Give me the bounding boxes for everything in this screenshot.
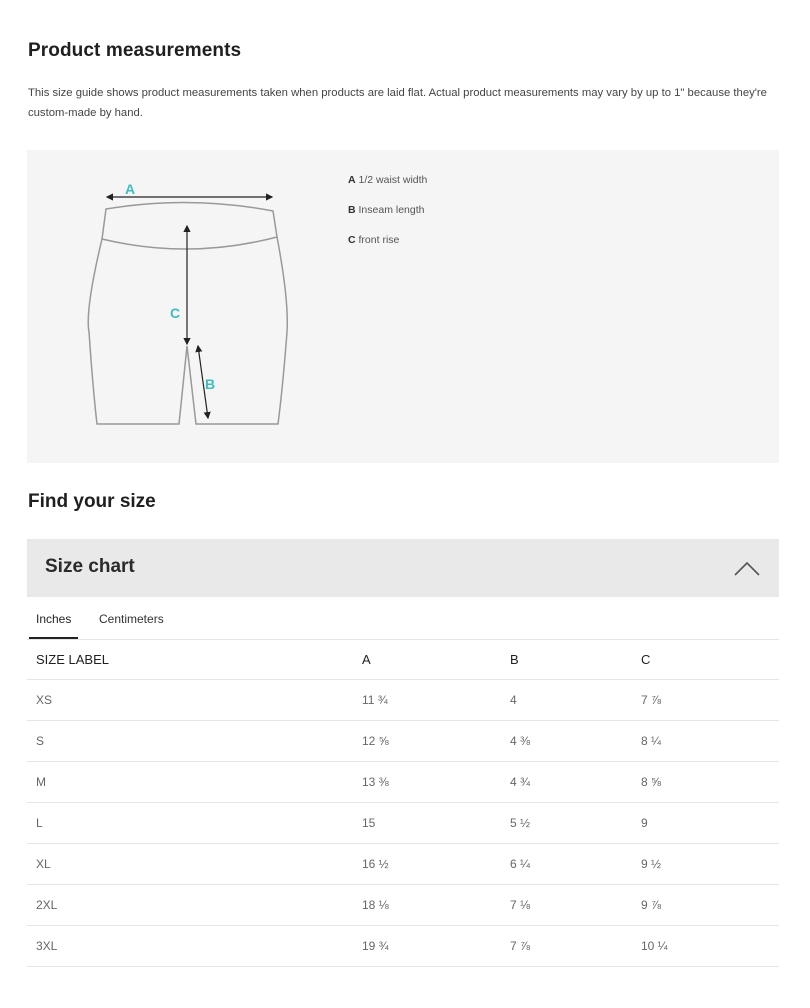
column-header: B (510, 639, 641, 680)
table-row (27, 680, 779, 721)
table-cell: 9 ½ (641, 844, 779, 885)
table-cell: 8 ¼ (641, 721, 779, 762)
shorts-outline (88, 202, 287, 424)
table-cell: 13 ⅜ (362, 762, 510, 803)
table-cell: 18 ⅛ (362, 885, 510, 926)
label-a: A (125, 181, 136, 197)
size-chart-toggle[interactable] (27, 539, 779, 597)
table-cell: 6 ¼ (510, 844, 641, 885)
table-row (27, 926, 779, 967)
label-b: B (205, 376, 216, 392)
size-label-cell: XS (27, 680, 362, 721)
tab-centimeters[interactable]: Centimeters (99, 612, 164, 626)
table-cell: 7 ⅛ (510, 885, 641, 926)
shorts-diagram (27, 150, 327, 463)
legend-item-b: B Inseam length (348, 204, 425, 216)
size-label-cell: 2XL (27, 885, 362, 926)
page-title: Product measurements (28, 40, 242, 61)
tab-inches[interactable]: Inches (29, 598, 78, 639)
find-size-heading: Find your size (28, 491, 156, 512)
table-cell: 4 ¾ (510, 762, 641, 803)
chevron-up-icon[interactable] (733, 559, 761, 577)
table-cell: 4 (510, 680, 641, 721)
column-header: C (641, 639, 779, 680)
size-label-cell: 3XL (27, 926, 362, 967)
size-label-cell: S (27, 721, 362, 762)
label-c: C (170, 305, 181, 321)
table-header-row (27, 639, 779, 680)
table-cell: 15 (362, 803, 510, 844)
table-cell: 11 ¾ (362, 680, 510, 721)
size-label-cell: L (27, 803, 362, 844)
table-row (27, 721, 779, 762)
size-label-cell: M (27, 762, 362, 803)
table-cell: 4 ⅜ (510, 721, 641, 762)
size-label-cell: XL (27, 844, 362, 885)
unit-tabs (27, 598, 779, 640)
table-cell: 9 ⅞ (641, 885, 779, 926)
size-table (27, 639, 779, 967)
table-cell: 10 ¼ (641, 926, 779, 967)
legend-item-a: A 1/2 waist width (348, 174, 428, 186)
table-row (27, 762, 779, 803)
table-cell: 7 ⅞ (510, 926, 641, 967)
column-header: A (362, 639, 510, 680)
legend-item-c: C front rise (348, 234, 400, 246)
table-row (27, 885, 779, 926)
table-cell: 16 ½ (362, 844, 510, 885)
measurement-diagram (27, 150, 779, 463)
table-cell: 9 (641, 803, 779, 844)
size-chart-title: Size chart (45, 556, 135, 577)
table-cell: 8 ⅝ (641, 762, 779, 803)
table-cell: 5 ½ (510, 803, 641, 844)
measurement-legend (348, 172, 427, 262)
table-cell: 12 ⅝ (362, 721, 510, 762)
measurement-note: This size guide shows product measurements taken when products are laid flat. Actual product measurements may vary by up to 1" because they're custom-made by hand. (28, 87, 767, 119)
table-row (27, 844, 779, 885)
table-cell: 7 ⅞ (641, 680, 779, 721)
table-cell: 19 ¾ (362, 926, 510, 967)
column-header: SIZE LABEL (27, 639, 362, 680)
table-row (27, 803, 779, 844)
